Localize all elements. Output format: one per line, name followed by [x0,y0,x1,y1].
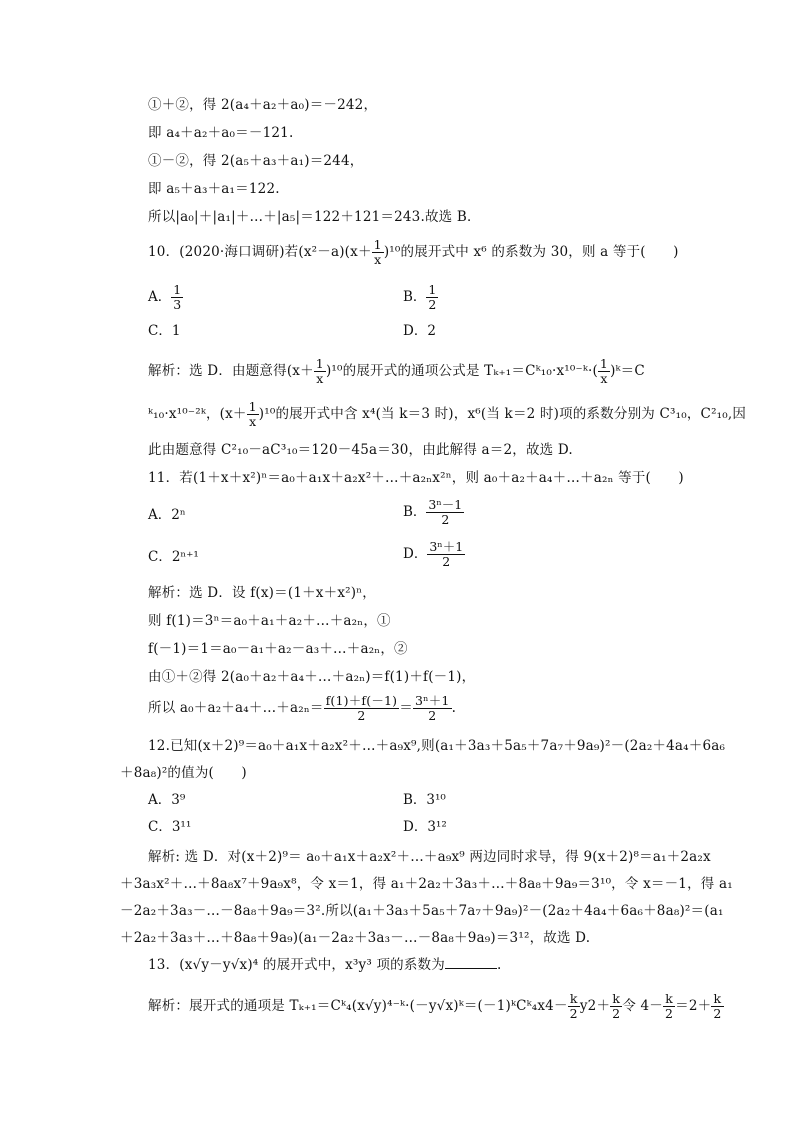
question-13-stem: 13．(x√y－y√x)⁴ 的展开式中，x³y³ 项的系数为 . [148,957,502,973]
option-c: C．2ⁿ⁺¹ [148,549,199,565]
solution-line: 解析：选 D．设 f(x)＝(1＋x＋x²)ⁿ， [148,585,376,601]
option-a: A．2ⁿ [148,507,186,523]
option-d: D． $\frac{\text{3ⁿ＋1}}{2}$ [403,539,464,569]
solution-line: ＋3a₃x²＋…＋8a₈x⁷＋9a₉x⁸，令 x＝1，得 a₁＋2a₂＋3a₃＋…＋8a₈＋9a₉＝3¹⁰，令 x＝－1，得 a₁ [120,876,733,892]
fraction: $\frac{k}{2}$ [612,991,621,1021]
question-11-stem: 11．若(1＋x＋x²)ⁿ＝a₀＋a₁x＋a₂x²＋…＋a₂ₙx²ⁿ，则 a₀＋a₂＋a₄＋…＋a₂ₙ 等于( ) [148,470,684,486]
option-d: D．3¹² [403,819,447,835]
solution-line: 即 a₄＋a₂＋a₀＝－121. [148,125,294,141]
solution-line: ᵏ₁₀·x¹⁰⁻²ᵏ，(x＋ $\frac{1}{x}$ )¹⁰的展开式中含 x⁴(当 k＝3 时)，x⁶(当 k＝2 时)项的系数分别为 C³₁₀，C²₁₀,因 [148,399,747,429]
fraction: $\frac{\text{3ⁿ＋1}}{2}$ [429,539,464,569]
question-12-stem: ＋8a₈)²的值为( ) [120,765,247,781]
solution-line: 由①＋②得 2(a₀＋a₂＋a₄＋…＋a₂ₙ)＝f(1)＋f(－1)， [148,669,476,685]
option-a: A．3⁹ [148,792,186,808]
solution-line: ＋2a₂＋3a₃＋…＋8a₈＋9a₉)(a₁－2a₂＋3a₃－…－8a₈＋9a₉)＝3¹²，故选 D. [120,930,591,946]
stem-text: 10．(2020·海口调研)若(x²－a)(x＋ [148,244,372,260]
solution-line: 此由题意得 C²₁₀－aC³₁₀＝120－45a＝30，由此解得 a＝2，故选 D. [148,442,573,458]
solution-line: 所以 a₀＋a₂＋a₄＋…＋a₂ₙ＝ $\frac{f(1)+f(-1)}{2}$ ＝ $\frac{\text{3ⁿ＋1}}{2}$ . [148,693,457,723]
fraction: $\frac{\text{3ⁿ－1}}{2}$ [428,497,463,527]
fraction: $\frac{1}{x}$ [599,356,609,386]
solution-line: 解析：选 D．由题意得(x＋ $\frac{1}{x}$ )¹⁰的展开式的通项公式是 Tₖ₊₁＝Cᵏ₁₀·x¹⁰⁻ᵏ·( $\frac{1}{x}$ )ᵏ＝C [148,356,645,386]
option-c: C．1 [148,323,181,339]
stem-text: )¹⁰的展开式中 x⁶ 的系数为 30，则 a 等于( ) [383,244,679,260]
fraction: $\frac{1}{x}$ [315,356,324,386]
solution-line: 则 f(1)＝3ⁿ＝a₀＋a₁＋a₂＋…＋a₂ₙ，① [148,613,391,629]
fraction: $\frac{1}{x}$ [373,237,382,267]
fraction: $\frac{k}{2}$ [665,991,674,1021]
fraction: $\frac{k}{2}$ [713,991,722,1021]
option-b: B． $\frac{1}{2}$ [403,282,437,312]
solution-line: 解析: 选 D．对(x＋2)⁹＝ a₀＋a₁x＋a₂x²＋…＋a₉x⁹ 两边同时求导，得 9(x＋2)⁸＝a₁＋2a₂x [148,849,711,865]
solution-line: f(－1)＝1＝a₀－a₁＋a₂－a₃＋…＋a₂ₙ，② [148,641,408,657]
solution-line: －2a₂＋3a₃－…－8a₈＋9a₉＝3².所以(a₁＋3a₃＋5a₅＋7a₇＋9a₉)²－(2a₂＋4a₄＋6a₆＋8a₈)²＝(a₁ [120,903,724,919]
fraction: $\frac{1}{2}$ [428,282,437,312]
fraction: $\frac{\text{3ⁿ＋1}}{2}$ [414,693,450,723]
solution-line: 即 a₅＋a₃＋a₁＝122. [148,181,280,197]
question-10-stem [148,238,679,267]
option-d: D．2 [403,323,436,339]
solution-line: ①＋②，得 2(a₄＋a₂＋a₀)＝－242， [148,97,378,113]
option-b: B．3¹⁰ [403,792,446,808]
question-12-stem: 12.已知(x＋2)⁹＝a₀＋a₁x＋a₂x²＋…＋a₉x⁹,则(a₁＋3a₃＋5a₅＋7a₇＋9a₉)²－(2a₂＋4a₄＋6a₆ [148,738,726,754]
solution-line: 解析：展开式的通项是 Tₖ₊₁＝Cᵏ₄(x√y)⁴⁻ᵏ·(－y√x)ᵏ＝(－1)ᵏCᵏ₄x4－ $\frac{k}{2}$ y2＋ $\frac{k}{2}$ 令 4－ $\frac{k}{2}$ ＝2＋ $\frac{k}{2}$ [148,991,722,1021]
option-c: C．3¹¹ [148,819,192,835]
fraction: $\frac{f(1)+f(-1)}{2}$ [325,693,398,723]
answer-blank [445,956,497,969]
solution-line: 所以|a₀|＋|a₁|＋…＋|a₅|＝122＋121＝243.故选 B． [148,209,481,225]
fraction: $\frac{1}{x}$ [248,399,257,429]
fraction: $\frac{k}{2}$ [569,991,578,1021]
option-a: A． $\frac{1}{3}$ [148,282,182,312]
solution-line: ①－②，得 2(a₅＋a₃＋a₁)＝244， [148,153,364,169]
option-b: B． $\frac{\text{3ⁿ－1}}{2}$ [403,497,463,527]
fraction: $\frac{1}{3}$ [173,282,182,312]
